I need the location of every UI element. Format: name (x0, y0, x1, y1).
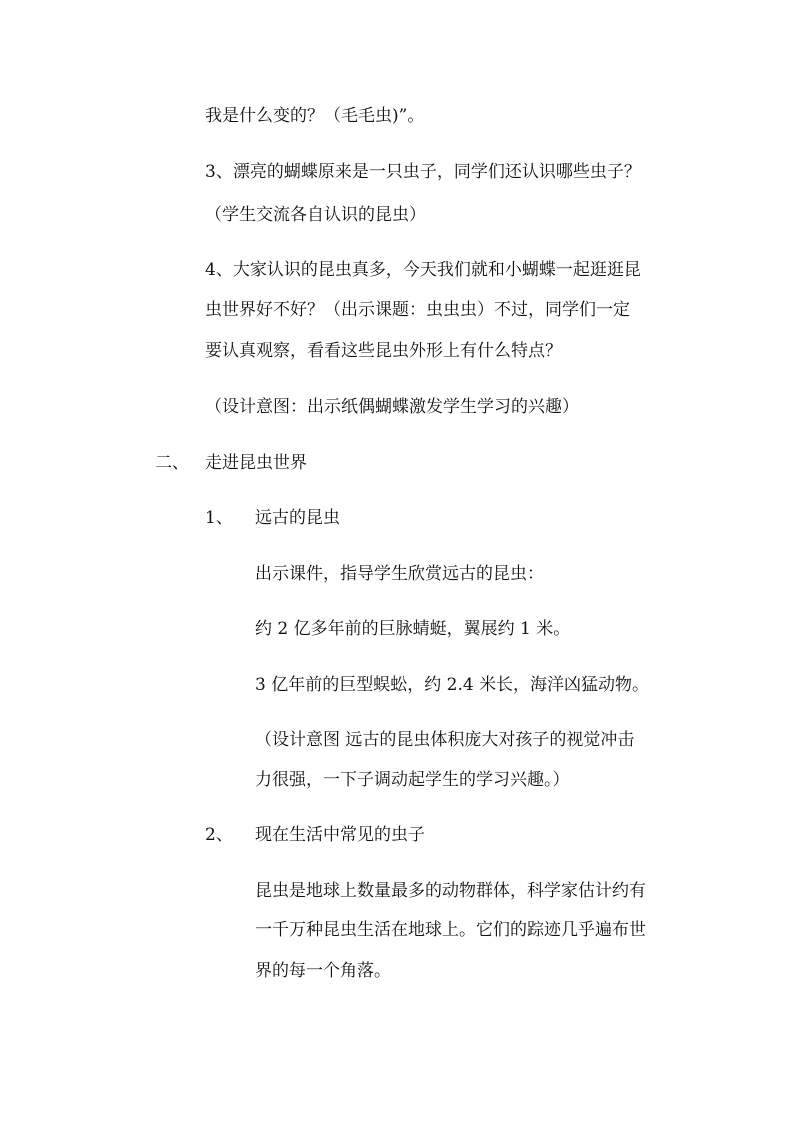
item4-line-3: 要认真观察，看看这些昆虫外形上有什么特点？ (205, 341, 562, 361)
item4-line-2: 虫世界好不好？（出示课题：虫虫虫）不过，同学们一定 (205, 300, 630, 320)
item4-line-1: 4、大家认识的昆虫真多，今天我们就和小蝴蝶一起逛逛昆 (205, 260, 641, 280)
sub2-line-1: 昆虫是地球上数量最多的动物群体，科学家估计约有 (255, 881, 646, 901)
item3-line-2: （学生交流各自认识的昆虫） (205, 205, 426, 225)
section2-title: 走进昆虫世界 (205, 453, 307, 473)
sub2-line-2: 一千万种昆虫生活在地球上。它们的踪迹几乎遍布世 (255, 920, 646, 940)
sub1-title: 远古的昆虫 (255, 508, 340, 528)
sub1-design-note-line-1: （设计意图 远古的昆虫体积庞大对孩子的视觉冲击 (255, 730, 635, 750)
sub1-line-2: 约 2 亿多年前的巨脉蜻蜓，翼展约 1 米。 (255, 619, 571, 639)
sub2-number: 2、 (205, 825, 233, 845)
section2-number: 二、 (155, 453, 189, 473)
sub1-line-3: 3 亿年前的巨型蜈蚣，约 2.4 米长，海洋凶猛动物。 (255, 675, 650, 695)
sub1-line-1: 出示课件，指导学生欣赏远古的昆虫： (255, 564, 544, 584)
sub2-title: 现在生活中常见的虫子 (255, 825, 425, 845)
intro-line: 我是什么变的？（毛毛虫)”。 (205, 106, 425, 126)
design-note-1: （设计意图：出示纸偶蝴蝶激发学生学习的兴趣） (205, 397, 579, 417)
sub1-number: 1、 (205, 508, 233, 528)
item3-line-1: 3、漂亮的蝴蝶原来是一只虫子，同学们还认识哪些虫子？ (205, 162, 641, 182)
sub1-design-note-line-2: 力很强，一下子调动起学生的学习兴趣。） (255, 770, 570, 790)
sub2-line-3: 界的每一个角落。 (255, 961, 391, 981)
